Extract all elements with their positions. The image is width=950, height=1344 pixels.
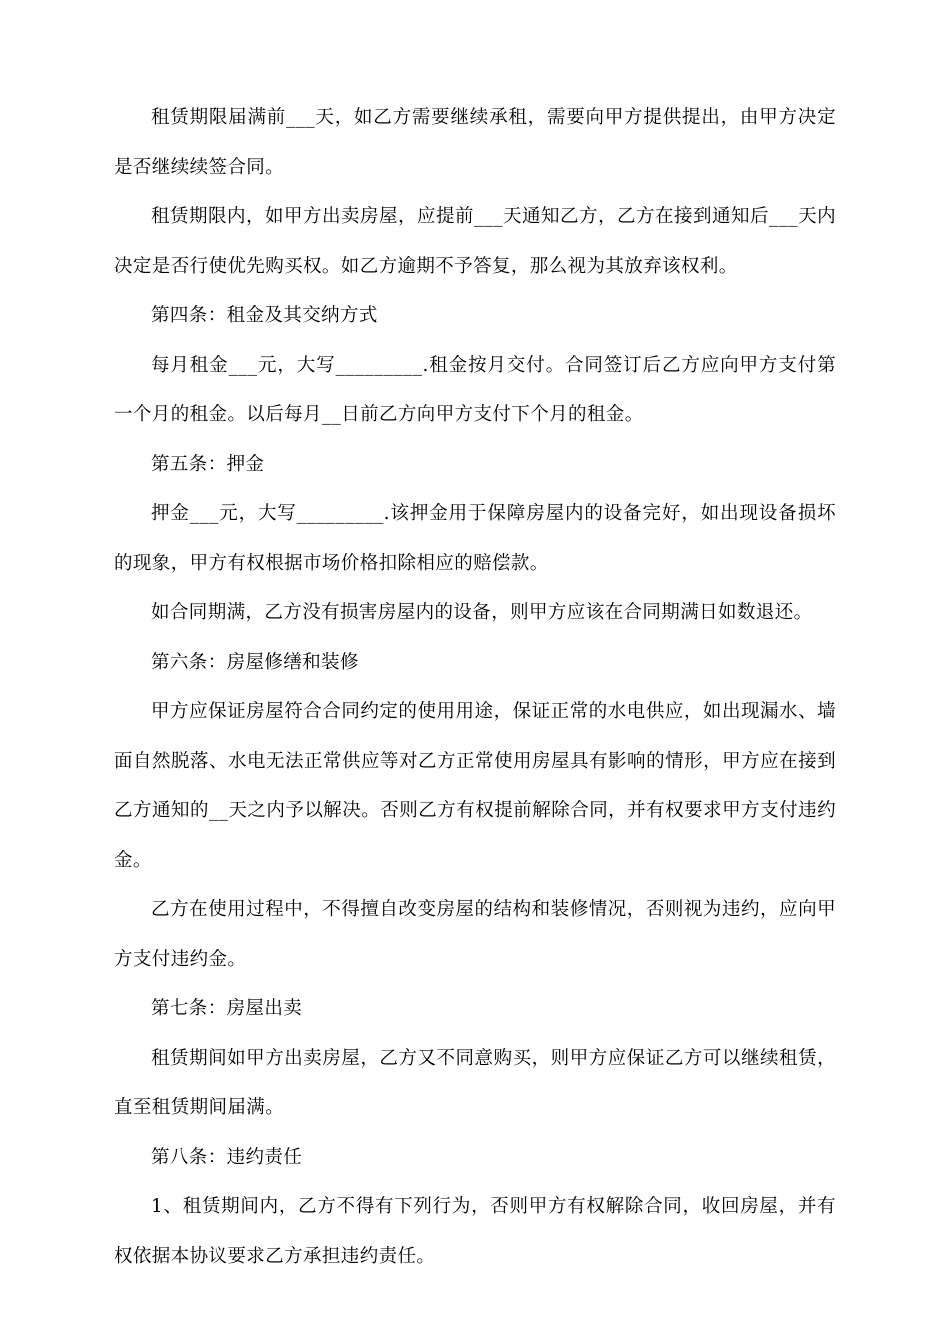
paragraph-rent: 每月租金___元，大写_________.租金按月交付。合同签订后乙方应向甲方支付第一个月的租金。以后每月__日前乙方向甲方支付下个月的租金。	[114, 354, 836, 425]
document-body	[114, 93, 836, 1281]
heading-article-8: 第八条：违约责任	[151, 1146, 303, 1168]
heading-article-5: 第五条：押金	[151, 453, 265, 475]
paragraph-deposit-refund: 如合同期满，乙方没有损害房屋内的设备，则甲方应该在合同期满日如数退还。	[151, 602, 813, 623]
paragraph-breach-1: 1、租赁期间内，乙方不得有下列行为，否则甲方有权解除合同，收回房屋，并有权依据本协议要求乙方承担违约责任。	[114, 1196, 836, 1267]
paragraph-repairs-tenant: 乙方在使用过程中，不得擅自改变房屋的结构和装修情况，否则视为违约，应向甲方支付违约金。	[114, 899, 836, 970]
paragraph-renewal: 租赁期限届满前___天，如乙方需要继续承租，需要向甲方提供提出，由甲方决定是否继续续签合同。	[114, 107, 836, 178]
paragraph-sale: 租赁期间如甲方出卖房屋，乙方又不同意购买，则甲方应保证乙方可以继续租赁，直至租赁期间届满。	[114, 1047, 836, 1118]
heading-article-7: 第七条：房屋出卖	[151, 998, 303, 1019]
paragraph-deposit: 押金___元，大写_________.该押金用于保障房屋内的设备完好，如出现设备损坏的现象，甲方有权根据市场价格扣除相应的赔偿款。	[114, 503, 836, 574]
heading-article-4: 第四条：租金及其交纳方式	[151, 305, 378, 326]
heading-article-6: 第六条：房屋修缮和装修	[151, 651, 359, 673]
paragraph-preemption: 租赁期限内，如甲方出卖房屋，应提前___天通知乙方，乙方在接到通知后___天内决定是否行使优先购买权。如乙方逾期不予答复，那么视为其放弃该权利。	[114, 206, 836, 277]
paragraph-repairs-landlord: 甲方应保证房屋符合合同约定的使用用途，保证正常的水电供应，如出现漏水、墙面自然脱落、水电无法正常供应等对乙方正常使用房屋具有影响的情形，甲方应在接到乙方通知的__天之内予以解决。否则乙方有权提前解除合同，并有权要求甲方支付违约金。	[114, 701, 836, 871]
